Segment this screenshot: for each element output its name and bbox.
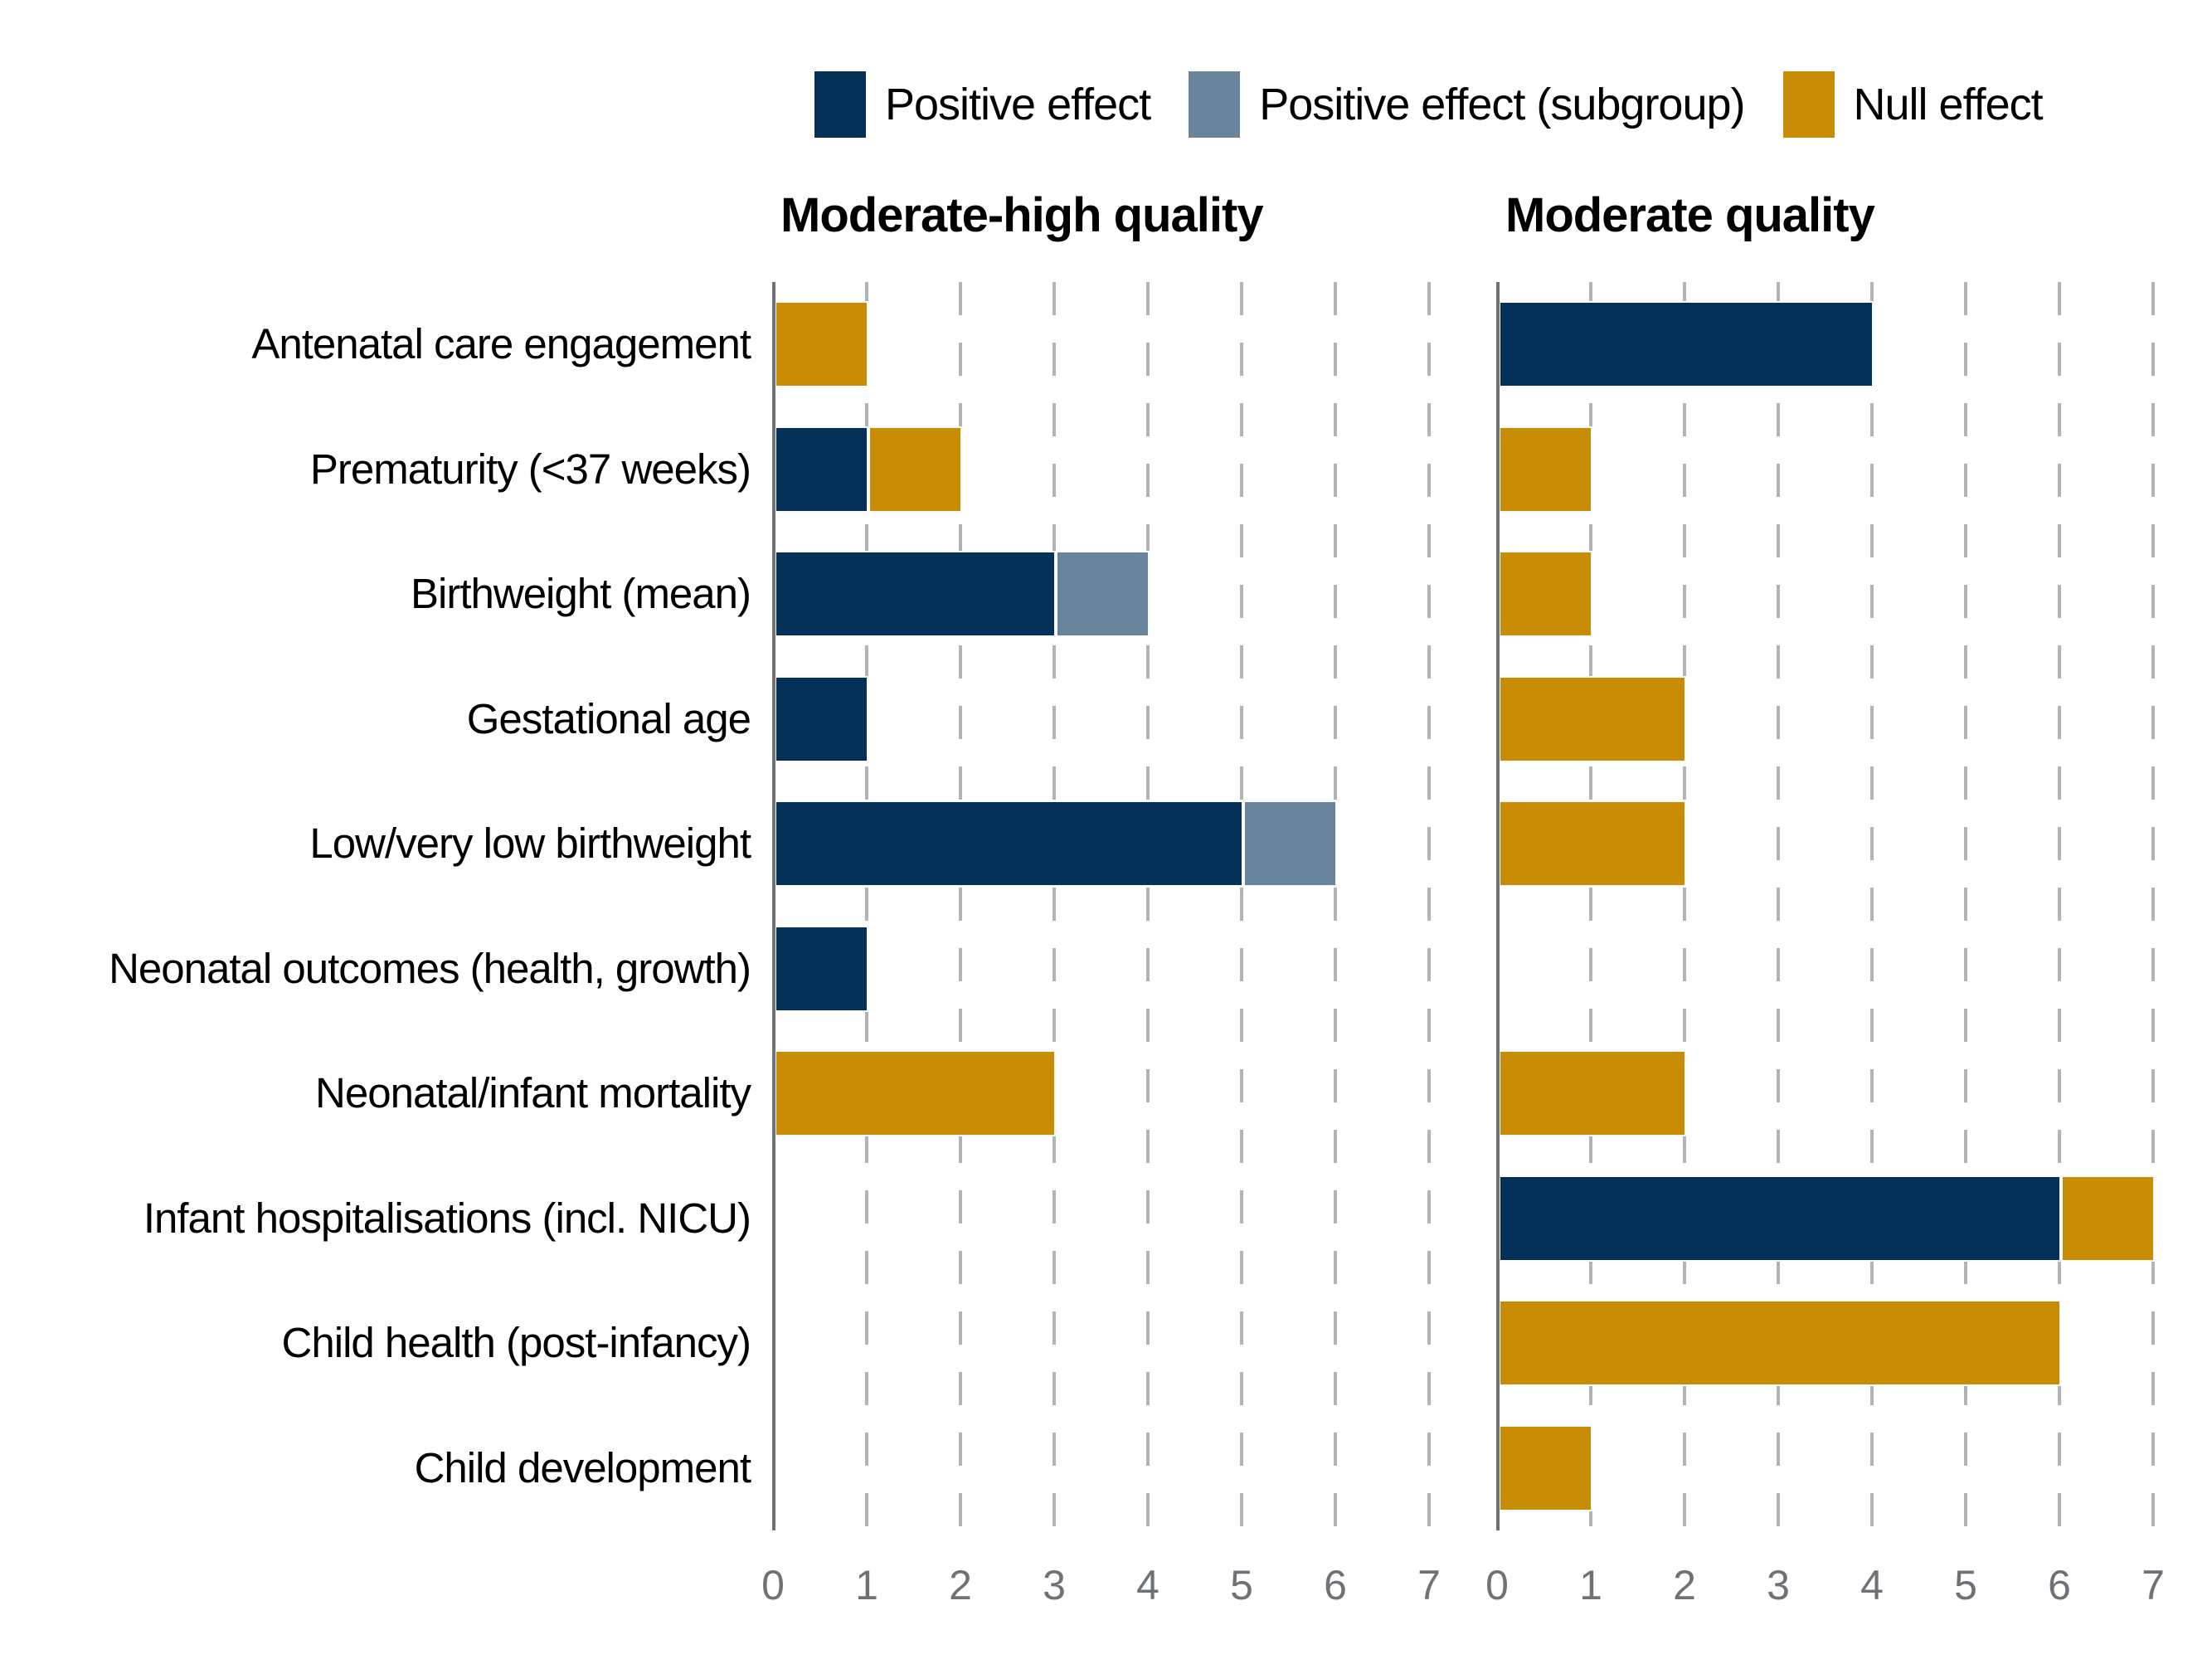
x-tick-label: 7 — [1417, 1562, 1441, 1608]
legend-swatch-null-effect — [1783, 71, 1835, 138]
x-tick-label: 6 — [1324, 1562, 1347, 1608]
x-tick-label: 5 — [1954, 1562, 1977, 1608]
bar-segment — [1499, 551, 1592, 637]
panel-title-moderate-quality: Moderate quality — [1505, 188, 1874, 242]
category-label: Neonatal/infant mortality — [315, 1069, 751, 1117]
bar-segment — [1499, 301, 1874, 387]
bar-segment — [775, 551, 1056, 637]
x-tick-label: 2 — [1673, 1562, 1696, 1608]
bar-segment — [1056, 551, 1150, 637]
category-label: Infant hospitalisations (incl. NICU) — [143, 1194, 751, 1242]
legend-item-positive-effect — [814, 71, 1150, 138]
x-tick-label: 1 — [1579, 1562, 1602, 1608]
bar-segment — [1499, 676, 1686, 762]
category-label: Child health (post-infancy) — [281, 1319, 751, 1366]
bar-segment — [1243, 800, 1337, 887]
x-tick-label: 3 — [1767, 1562, 1790, 1608]
legend-label: Positive effect (subgroup) — [1259, 80, 1745, 129]
legend-item-null-effect — [1783, 71, 2043, 138]
bar-segment — [1499, 1425, 1592, 1511]
x-tick-label: 2 — [949, 1562, 972, 1608]
gridline — [1240, 282, 1243, 1530]
legend-label: Positive effect — [885, 80, 1151, 129]
x-tick-label: 0 — [1485, 1562, 1509, 1608]
bar-segment — [1499, 800, 1686, 887]
gridline — [1146, 282, 1150, 1530]
category-label: Child development — [414, 1443, 751, 1491]
category-label: Neonatal outcomes (health, growth) — [109, 944, 751, 992]
category-label: Low/very low birthweight — [309, 820, 751, 867]
bar-segment — [868, 426, 962, 513]
y-axis-zero-line — [1496, 282, 1500, 1530]
bar-segment — [775, 301, 868, 387]
x-tick-label: 7 — [2142, 1562, 2165, 1608]
panel-title-moderate-high-quality: Moderate-high quality — [780, 188, 1263, 242]
bar-segment — [1499, 426, 1592, 513]
bar-segment — [1499, 1300, 2061, 1386]
bar-segment — [775, 426, 868, 513]
x-tick-label: 5 — [1230, 1562, 1253, 1608]
bar-segment — [2061, 1175, 2155, 1262]
legend-item-positive-effect-subgroup — [1189, 71, 1744, 138]
gridline — [2151, 282, 2155, 1530]
bar-segment — [775, 800, 1243, 887]
category-label: Antenatal care engagement — [251, 320, 751, 367]
category-label: Prematurity (<37 weeks) — [309, 445, 751, 493]
category-label: Birthweight (mean) — [411, 570, 751, 617]
y-axis-zero-line — [772, 282, 775, 1530]
bar-segment — [775, 676, 868, 762]
legend-label: Null effect — [1853, 80, 2043, 129]
legend-swatch-positive-effect — [814, 71, 866, 138]
bar-segment — [775, 1050, 1056, 1136]
gridline — [1334, 282, 1337, 1530]
legend-swatch-positive-effect-subgroup — [1189, 71, 1240, 138]
x-tick-label: 0 — [761, 1562, 785, 1608]
gridline — [1427, 282, 1431, 1530]
gridline — [1053, 282, 1056, 1530]
bar-segment — [1499, 1050, 1686, 1136]
x-tick-label: 1 — [855, 1562, 878, 1608]
bar-segment — [775, 926, 868, 1012]
x-tick-label: 3 — [1043, 1562, 1066, 1608]
x-tick-label: 4 — [1860, 1562, 1884, 1608]
category-label: Gestational age — [466, 694, 751, 742]
x-tick-label: 4 — [1136, 1562, 1159, 1608]
legend — [814, 71, 2043, 138]
bar-segment — [1499, 1175, 2061, 1262]
x-tick-label: 6 — [2048, 1562, 2071, 1608]
